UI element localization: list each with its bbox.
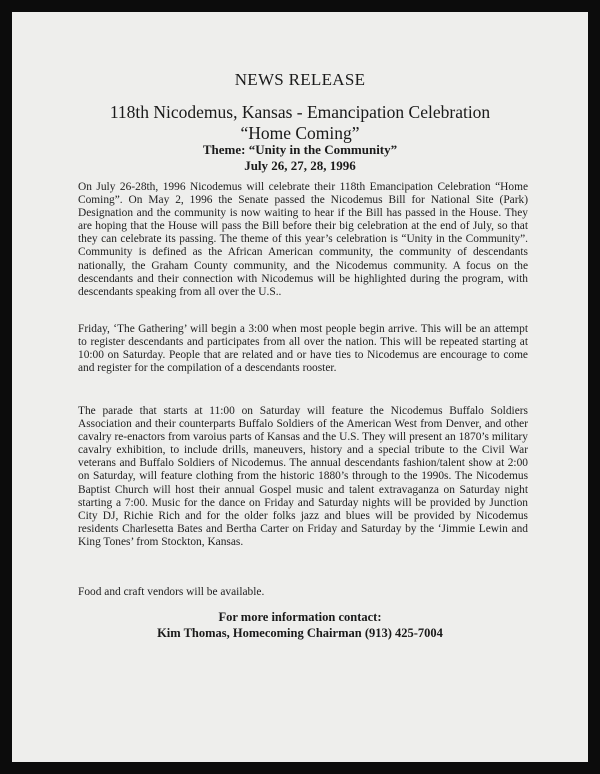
- paragraph-intro: On July 26-28th, 1996 Nicodemus will celebrate their 118th Emancipation Celebration “Home Coming”. On May 2, 1996 the Senate passed the Nicodemus Bill for National Site (Park) Designation and the community is now waiting to hear if the Bill has passed in the House. They are hoping that the House will pass the Bill before their big celebration at the end of July, so that they can celebrate its passing. The theme of this year’s celebration is “Unity in the Community”. Community is defined as the African American community, the community of descendants nationally, the Graham County community, and the Nicodemus community. A focus on the descendants and their connection with Nicodemus will be highlighted during the program, with descendants speaking from all over the U.S..: [78, 181, 528, 298]
- paragraph-gathering: Friday, ‘The Gathering’ will begin a 3:00 when most people begin arrive. This will be an attempt to register descendants and participates from all over the nation. This will be repeated starting at 10:00 on Saturday. People that are related and or have ties to Nicodemus are encourage to come and register for the compilation of a descendants rooster.: [78, 323, 528, 375]
- corner-mark-bottom-left: [0, 760, 10, 774]
- paragraph-vendors: Food and craft vendors will be available.: [78, 586, 265, 598]
- theme-block: [12, 142, 588, 174]
- title-line-2: “Home Coming”: [240, 123, 360, 143]
- dates-line: July 26, 27, 28, 1996: [244, 158, 356, 173]
- contact-block: [12, 609, 588, 641]
- title-line-1: 118th Nicodemus, Kansas - Emancipation Celebration: [109, 102, 491, 122]
- theme-line: Theme: “Unity in the Community”: [202, 142, 398, 157]
- contact-line: Kim Thomas, Homecoming Chairman (913) 425-7004: [157, 626, 443, 640]
- contact-heading: For more information contact:: [218, 610, 382, 624]
- paragraph-parade: The parade that starts at 11:00 on Saturday will feature the Nicodemus Buffalo Soldiers Association and their counterparts Buffalo Soldiers of the American West from Denver, and other cavalry re-enactors from varoius parts of Kansas and the U.S. They will present an 1870’s military cavalry exhibition, to include drills, maneuvers, history and a special tribute to the Civil War veterans and Buffalo Soldiers of Nicodemus. The annual descendants fashion/talent show at 2:00 on Saturday, will feature clothing from the historic 1880’s through to the 1990s. The Nicodemus Baptist Church will host their annual Gospel music and talent extravaganza on Saturday night starting a 7:00. Music for the dance on Friday and Saturday nights will be provided by Junction City DJ, Richie Rich and for the older folks jazz and blues will be provided by Nicodemus residents Charlesetta Bates and Bertha Carter on Friday and Saturday by the ‘Jimmie Lewin and King Tones’ from Stockton, Kansas.: [78, 405, 528, 548]
- document-page: [12, 12, 588, 762]
- release-title: [12, 102, 588, 144]
- news-release-label: NEWS RELEASE: [234, 70, 366, 89]
